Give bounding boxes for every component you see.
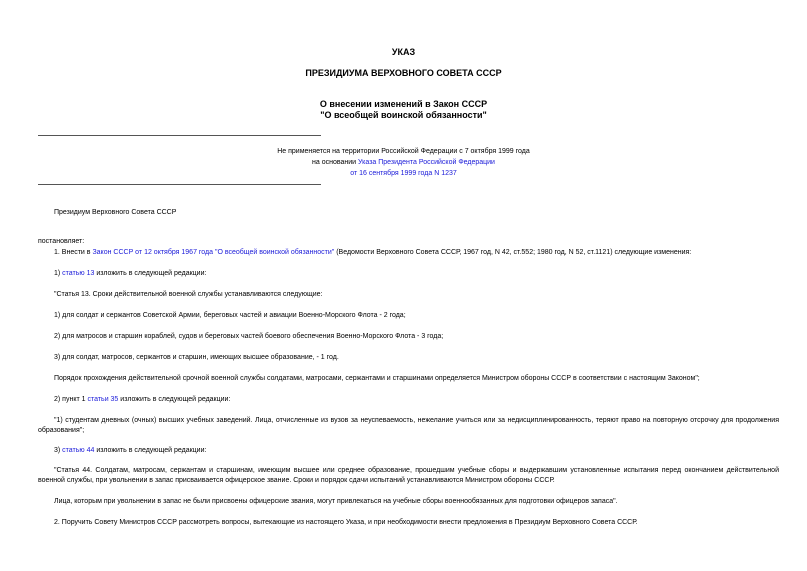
resolves-text: постановляет: <box>38 238 85 245</box>
document-subject-line-2: "О всеобщей воинской обязанности" <box>320 110 487 120</box>
article-13-point-3: 3) для солдат, матросов, сержантов и старшин, имеющих высшее образование, - 1 год. <box>54 354 339 361</box>
subitem-3-prefix: 3) <box>54 447 63 454</box>
presidential-decree-link[interactable]: Указа Президента Российской Федерации <box>358 159 495 166</box>
subitem-3 <box>54 446 206 456</box>
document-title: УКАЗ <box>391 47 416 57</box>
law-1967-link[interactable]: Закон СССР от 12 октября 1967 года "О всеобщей воинской обязанности" <box>92 249 335 256</box>
article-13-point-2: 2) для матросов и старшин кораблей, судов и береговых частей боевого обеспечения Военно-Морского Флота - 3 года; <box>54 333 444 340</box>
article-44-paragraph-2: Лица, которым при увольнении в запас не были присвоены офицерские звания, могут привлекаться на учебные сборы военнообязанных для подготовки офицеров запаса". <box>54 498 618 505</box>
article-35-text: "1) студентам дневных (очных) высших учебных заведений. Лица, отчисленные из вузов за неуспеваемость, нежелание учиться или за недисциплинированность, теряют право на повторную отсрочку для продолжения образования"; <box>38 417 779 434</box>
decree-date-link[interactable]: от 16 сентября 1999 года N 1237 <box>350 170 457 177</box>
status-note-line-1: Не применяется на территории Российской Федерации с 7 октября 1999 года <box>277 148 530 155</box>
article-13-point-1: 1) для солдат и сержантов Советской Армии, береговых частей и авиации Военно-Морского Флота - 2 года; <box>54 312 406 319</box>
item-1-suffix: (Ведомости Верховного Совета СССР, 1967 год, N 42, ст.552; 1980 год, N 52, ст.1121) следующие изменения: <box>334 249 692 256</box>
subitem-2-suffix: изложить в следующей редакции: <box>118 396 231 403</box>
divider-bottom <box>38 184 321 185</box>
divider-top <box>38 135 321 136</box>
status-note-line-2 <box>0 158 807 168</box>
article-13-intro: "Статья 13. Сроки действительной военной службы устанавливаются следующие: <box>54 291 323 298</box>
subitem-2 <box>54 395 230 405</box>
article-44-text: "Статья 44. Солдатам, матросам, сержантам и старшинам, имеющим высшее или среднее образование, прошедшим учебные сборы и выдержавшим установленные испытания перед окончанием действительной военной службы, при увольнении в запас присваивается офицерское звание. Сроки и порядок сдачи испытаний устанавливаются Министром обороны СССР. <box>38 467 779 484</box>
item-2: 2. Поручить Совету Министров СССР рассмотреть вопросы, вытекающие из настоящего Указа, и при необходимости внести предложения в Президиум Верховного Совета СССР. <box>54 519 638 526</box>
subitem-3-suffix: изложить в следующей редакции: <box>94 447 207 454</box>
document-issuer: ПРЕЗИДИУМА ВЕРХОВНОГО СОВЕТА СССР <box>305 68 502 78</box>
article-35-link[interactable]: статьи 35 <box>87 396 119 403</box>
item-1 <box>54 248 691 258</box>
subitem-2-prefix: 2) пункт 1 <box>54 396 88 403</box>
document-subject-line-1: О внесении изменений в Закон СССР <box>319 99 488 109</box>
subitem-1-suffix: изложить в следующей редакции: <box>94 270 207 277</box>
status-note-prefix: на основании <box>312 159 359 166</box>
status-note-line-3 <box>0 169 807 179</box>
article-13-order: Порядок прохождения действительной срочной военной службы солдатами, матросами, сержантами и старшинами определяется Министром обороны СССР в соответствии с настоящим Законом"; <box>54 375 700 382</box>
subitem-1-prefix: 1) <box>54 270 63 277</box>
authority-text: Президиум Верховного Совета СССР <box>54 209 177 216</box>
subitem-1 <box>54 269 206 279</box>
item-1-prefix: 1. Внести в <box>54 249 93 256</box>
article-13-link[interactable]: статью 13 <box>62 270 95 277</box>
article-44-link[interactable]: статью 44 <box>62 447 95 454</box>
